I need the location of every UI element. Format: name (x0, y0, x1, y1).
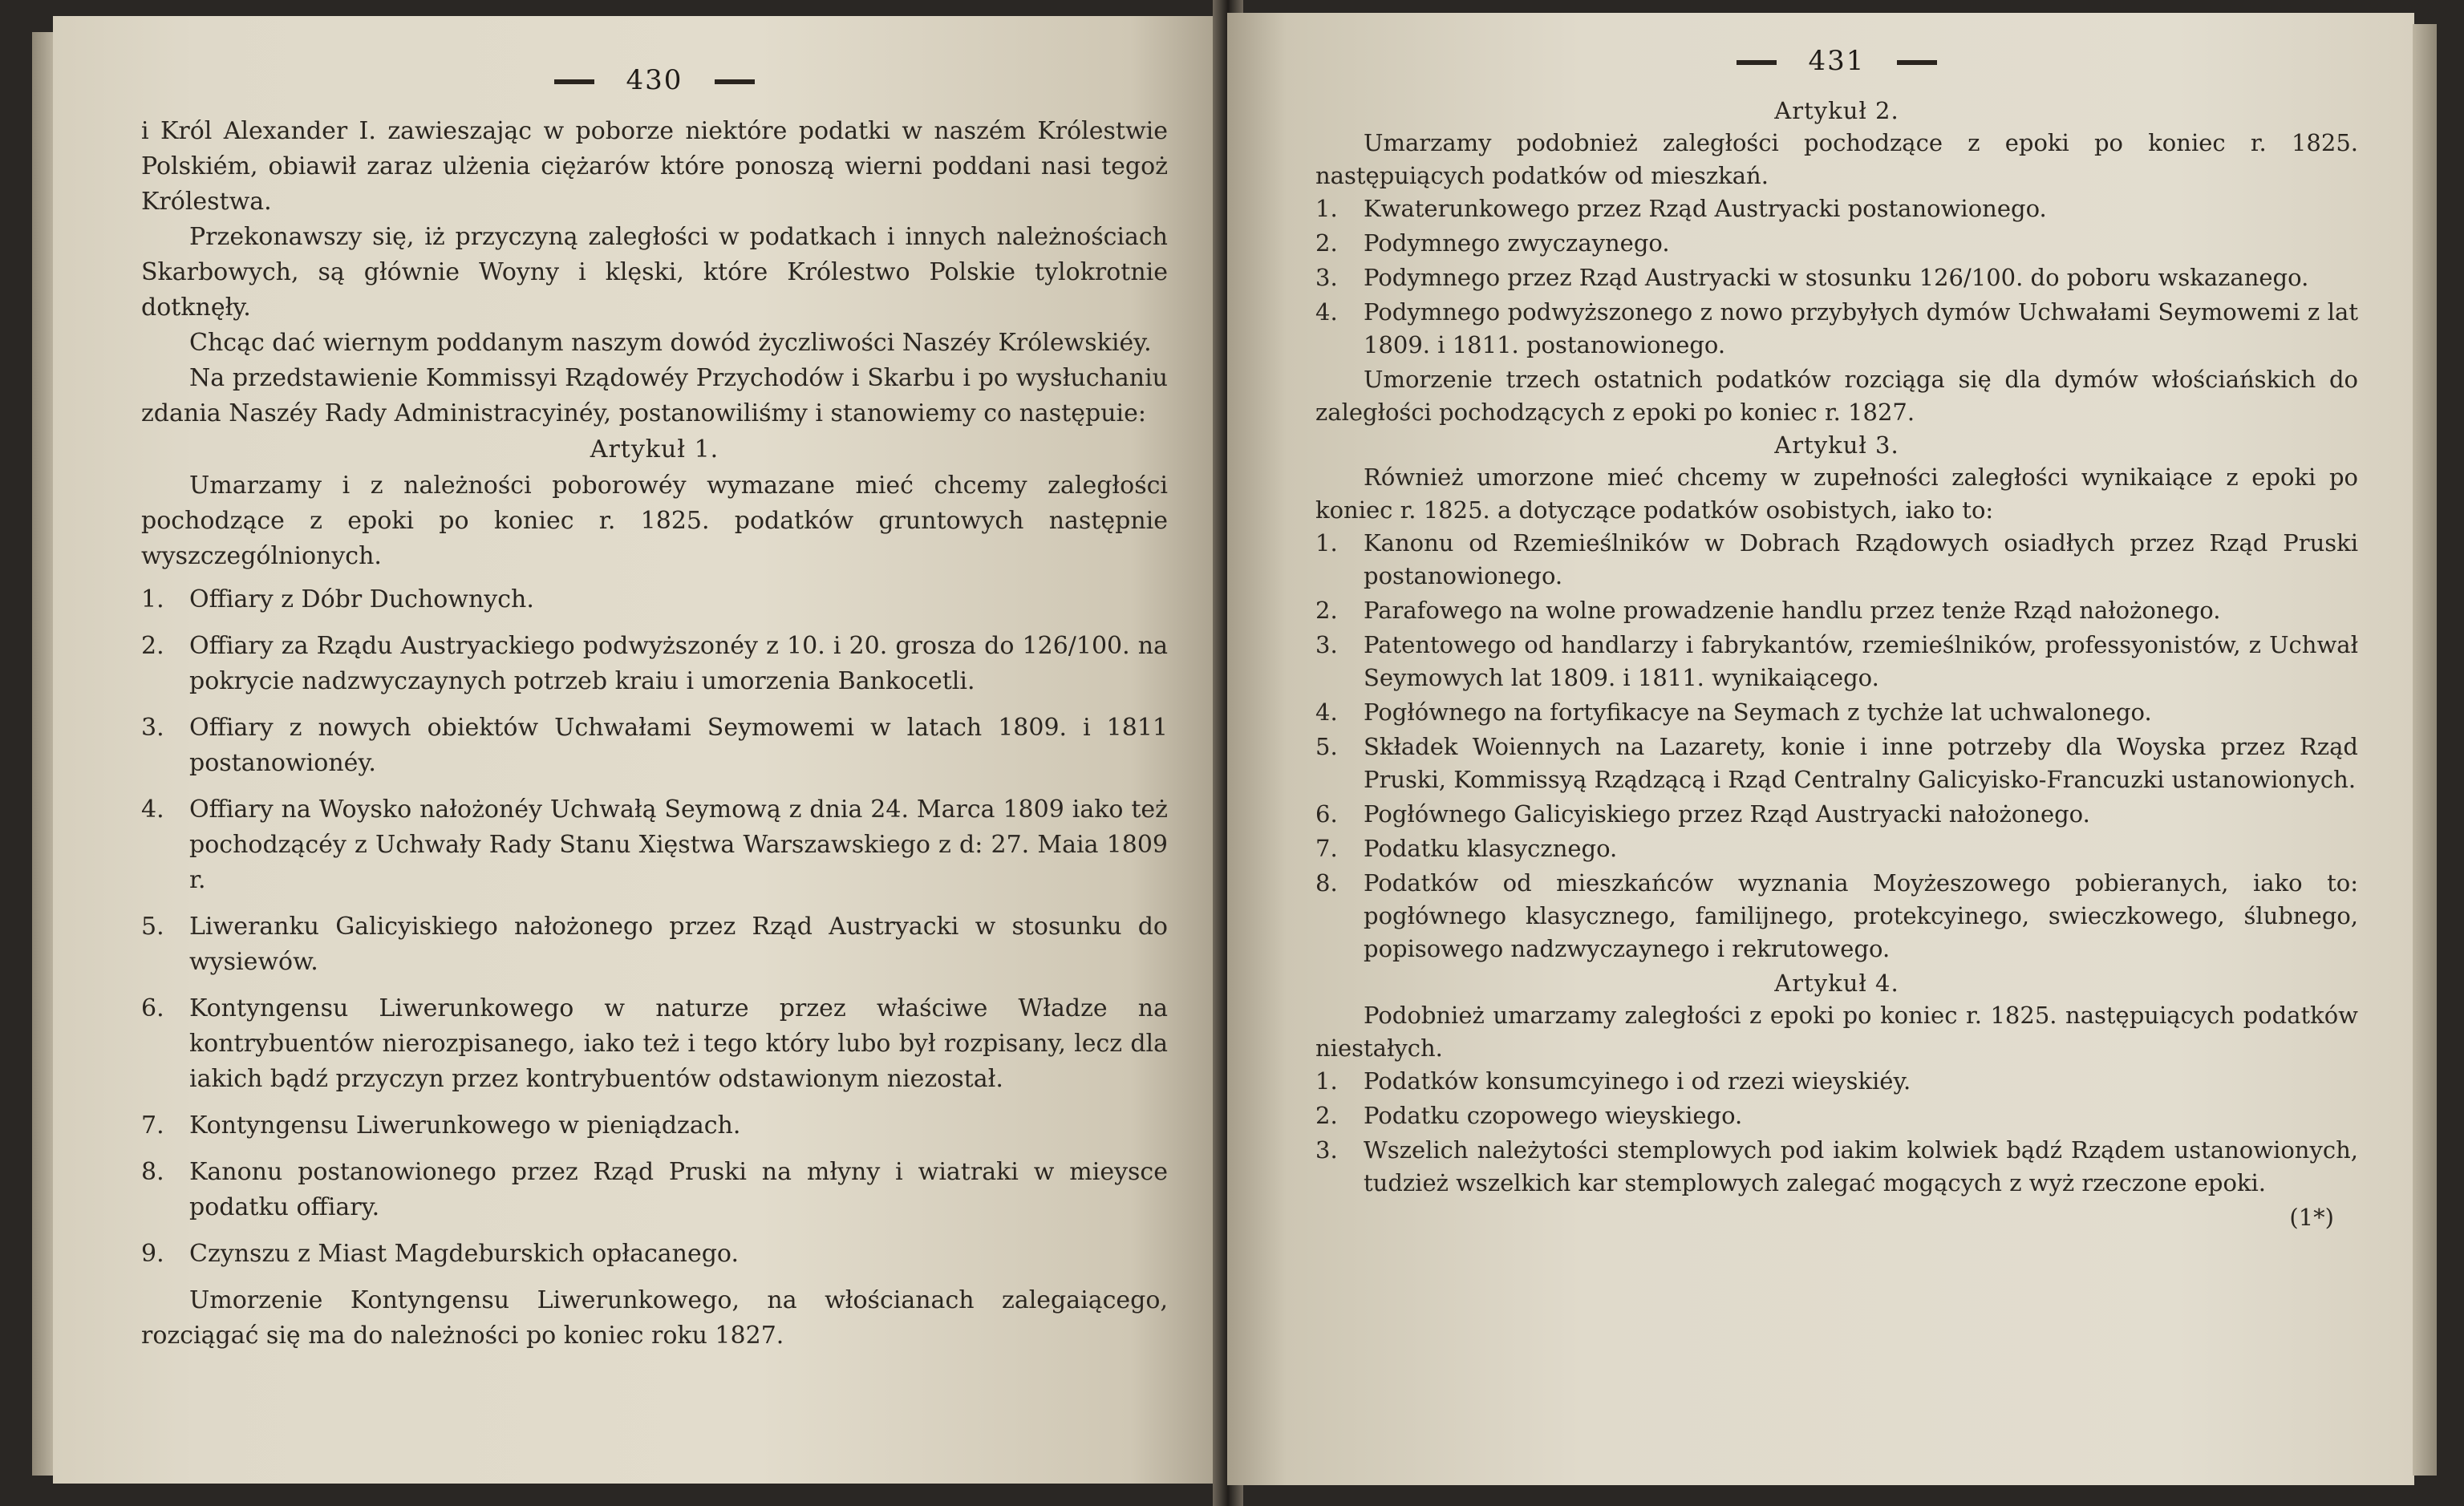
list-item: 1. Kanonu od Rzemieślników w Dobrach Rządowych osiadłych przez Rząd Pruski postanowionego. (1315, 529, 2358, 589)
article-2-heading: Artykuł 2. (1774, 97, 1899, 124)
list-item: 6. Pogłównego Galicyiskiego przez Rząd Austryacki nałożonego. (1315, 800, 2090, 828)
article-4-intro: Podobnież umarzamy zaległości z epoki po koniec r. 1825. następuiących podatków niestałych. (1315, 1002, 2358, 1062)
left-page-edge (32, 32, 55, 1476)
list-item: 3. Podymnego przez Rząd Austryacki w stosunku 126/100. do poboru wskazanego. (1315, 264, 2309, 291)
right-page (1227, 13, 2414, 1485)
left-page-number: 430 (141, 64, 1168, 96)
list-item: 8. Podatków od mieszkańców wyznania Moyżeszowego pobieranych, iako to: pogłównego klasycznego, familijnego, protekcyinego, swieczkowego, ślubnego, popisowego nadzwyczaynego i rekrutowego. (1315, 869, 2358, 962)
list-item: 2. Podymnego zwyczaynego. (1315, 229, 1670, 257)
list-item: 3. Patentowego od handlarzy i fabrykantów, rzemieślników, professyonistów, z Uchwał Seymowych lat 1809. i 1811. wynikaiącego. (1315, 631, 2358, 691)
article-2-intro: Umarzamy podobnież zaległości pochodzące z epoki po koniec r. 1825. następuiących podatków od mieszkań. (1315, 129, 2358, 189)
list-item: 9. Czynszu z Miast Magdeburskich opłacanego. (141, 1240, 739, 1268)
article-4-heading: Artykuł 4. (1774, 970, 1899, 997)
article-2-list (1315, 192, 2358, 362)
list-item: 7. Podatku klasycznego. (1315, 835, 1618, 862)
list-item: 2. Parafowego na wolne prowadzenie handlu przez tenże Rząd nałożonego. (1315, 597, 2221, 624)
list-item: 1. Offiary z Dóbr Duchownych. (141, 585, 534, 613)
article-1-heading: Artykuł 1. (590, 435, 719, 464)
list-item: 1. Kwaterunkowego przez Rząd Austryacki postanowionego. (1315, 195, 2047, 222)
left-paragraph-4: Na przedstawienie Kommissyi Rządowéy Przychodów i Skarbu i po wysłuchaniu zdania Naszéy Rady Administracyinéy, postanowiliśmy i stanowiemy co następuie: (141, 364, 1168, 427)
left-paragraph-3: Chcąc dać wiernym poddanym naszym dowód życzliwości Naszéy Królewskiéy. (189, 329, 1152, 357)
right-page-number: 431 (1315, 45, 2358, 77)
article-2-closing: Umorzenie trzech ostatnich podatków rozciąga się dla dymów włościańskich do zaległości pochodzących z epoki po koniec r. 1827. (1315, 366, 2358, 426)
article-3-list (1315, 527, 2358, 966)
list-item: 1. Podatków konsumcyinego i od rzezi wieyskiéy. (1315, 1067, 1911, 1095)
left-opening-paragraph: i Król Alexander I. zawieszając w poborze niektóre podatki w naszém Królestwie Polskiém, obiawił zaraz ulżenia ciężarów które ponoszą wierni poddani nasi tegoż Królestwa. (141, 117, 1168, 216)
left-closing-paragraph: Umorzenie Kontyngensu Liwerunkowego, na włościanach zalegaiącego, rozciągać się ma do należności po koniec roku 1827. (141, 1286, 1168, 1350)
article-3-heading: Artykuł 3. (1774, 431, 1899, 459)
list-item: 7. Kontyngensu Liwerunkowego w pieniądzach. (141, 1111, 741, 1140)
list-item: 2. Podatku czopowego wieyskiego. (1315, 1102, 1743, 1129)
list-item: 4. Offiary na Woysko nałożonéy Uchwałą Seymową z dnia 24. Marca 1809 iako też pochodzącéy z Uchwały Rady Stanu Xięstwa Warszawskiego z d: 27. Maia 1809 r. (141, 796, 1168, 894)
left-page (53, 16, 1224, 1484)
article-1-list (141, 582, 1168, 1272)
left-paragraph-2: Przekonawszy się, iż przyczyną zaległości w podatkach i innych należnościach Skarbowych, są głównie Woyny i klęski, które Królestwo Polskie tylokrotnie dotknęły. (141, 223, 1168, 322)
signature-mark: (1*) (2289, 1204, 2334, 1231)
list-item: 4. Podymnego podwyższonego z nowo przybyłych dymów Uchwałami Seymowemi z lat 1809. i 1811. postanowionego. (1315, 298, 2358, 358)
list-item: 3. Wszelich należytości stemplowych pod iakim kolwiek bądź Rządem ustanowionych, tudzież wszelkich kar stemplowych zalegać mogących z wyż rzeczone epoki. (1315, 1136, 2358, 1196)
list-item: 4. Pogłównego na fortyfikacye na Seymach z tychże lat uchwalonego. (1315, 698, 2152, 726)
list-item: 5. Składek Woiennych na Lazarety, konie i inne potrzeby dla Woyska przez Rząd Pruski, Kommissyą Rządzącą i Rząd Centralny Galicyisko-Francuzki ustanowionych. (1315, 733, 2358, 793)
article-4-list (1315, 1065, 2358, 1200)
article-1-intro: Umarzamy i z należności poborowéy wymazane mieć chcemy zaległości pochodzące z epoki po koniec r. 1825. podatków gruntowych następnie wyszczególnionych. (141, 472, 1168, 570)
right-page-edge (2413, 24, 2437, 1476)
list-item: 2. Offiary za Rządu Austryackiego podwyższonéy z 10. i 20. grosza do 126/100. na pokrycie nadzwyczaynych potrzeb kraiu i umorzenia Bankocetli. (141, 632, 1168, 695)
list-item: 5. Liweranku Galicyiskiego nałożonego przez Rząd Austryacki w stosunku do wysiewów. (141, 913, 1168, 976)
list-item: 3. Offiary z nowych obiektów Uchwałami Seymowemi w latach 1809. i 1811 postanowionéy. (141, 714, 1168, 777)
list-item: 8. Kanonu postanowionego przez Rząd Pruski na młyny i wiatraki w mieysce podatku offiary. (141, 1158, 1168, 1221)
article-3-intro: Również umorzone mieć chcemy w zupełności zaległości wynikaiące z epoki po koniec r. 1825. a dotyczące podatków osobistych, iako to: (1315, 464, 2358, 524)
list-item: 6. Kontyngensu Liwerunkowego w naturze przez właściwe Władze na kontrybuentów nierozpisanego, iako też i tego który lubo był rozpisany, lecz dla iakich bądź przyczyn przez kontrybuentów odstawionym niezostał. (141, 994, 1168, 1093)
